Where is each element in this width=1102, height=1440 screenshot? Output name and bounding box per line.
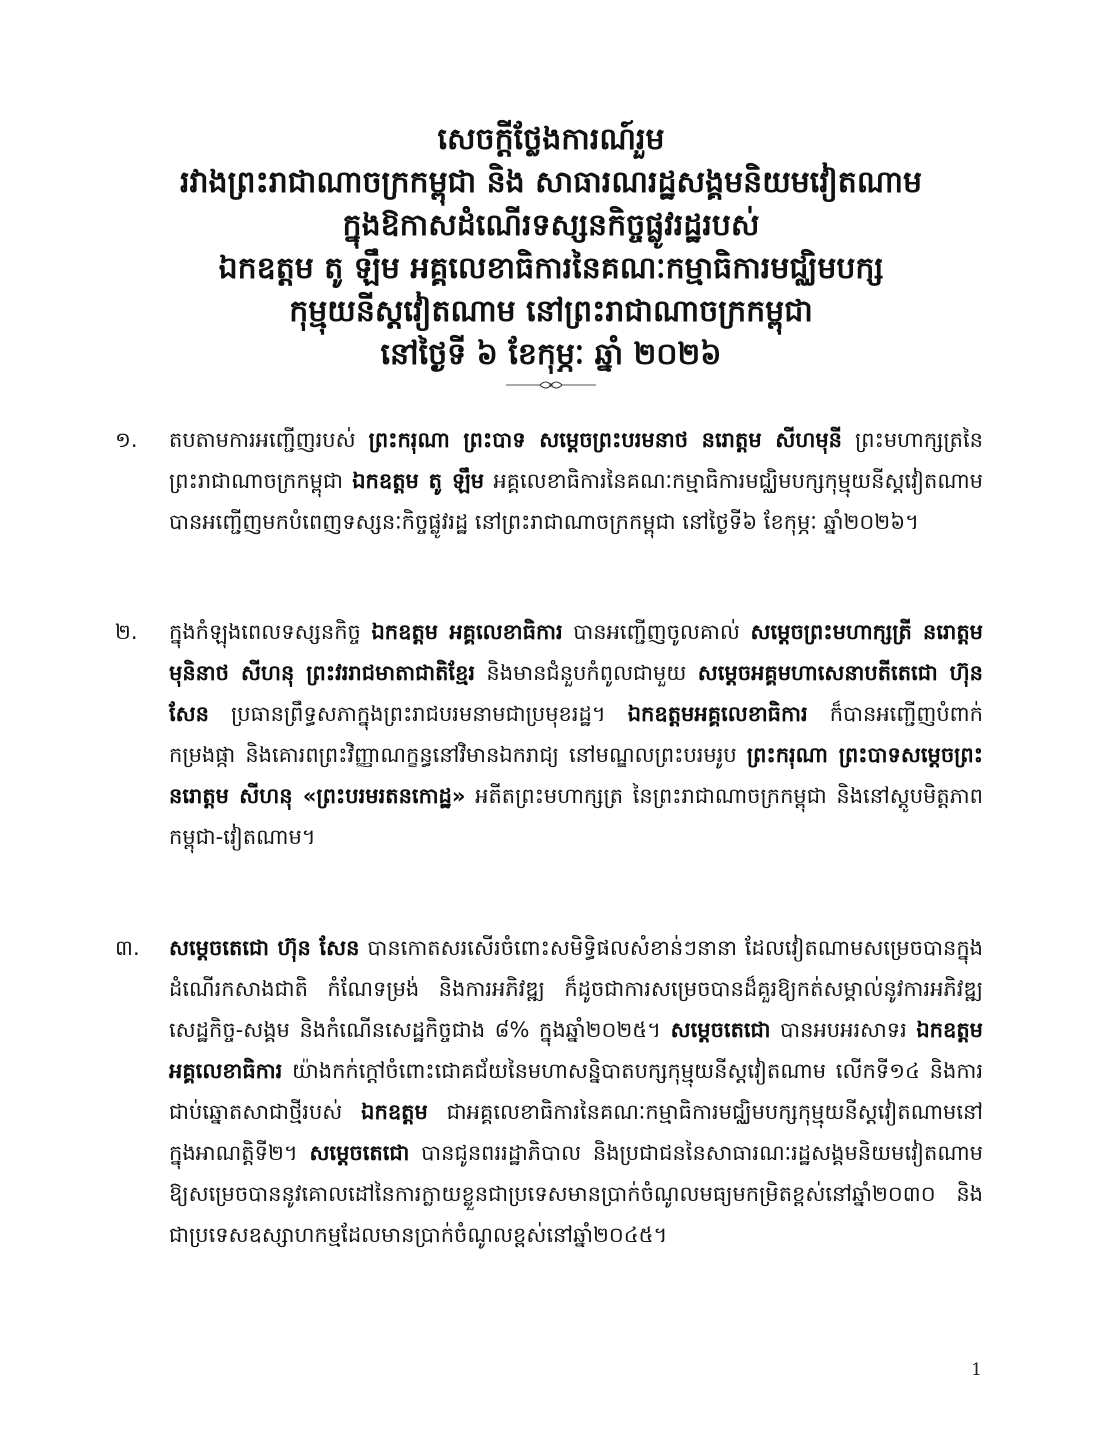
- header-visitor: ឯកឧត្តម តូ ឡឹម អគ្គលេខាធិការនៃគណៈកម្មាធិការមជ្ឈិមបក្ស: [218, 251, 884, 286]
- bold-run-king: ព្រះករុណា ព្រះបាទ សម្តេចព្រះបរមនាថ នរោត្តម សីហមុនី: [368, 428, 842, 452]
- paragraph-number: ៣.: [115, 936, 140, 960]
- paragraph-number: ១.: [115, 428, 138, 452]
- text-run: អតីតព្រះមហាក្សត្រ នៃព្រះរាជាណាចក្រកម្ពុជា និងនៅស្តូបមិត្តភាពកម្ពុជា-វៀតណាម។: [169, 784, 984, 849]
- bold-run: ឯកឧត្តម: [361, 1100, 428, 1124]
- header-occasion: ក្នុងឱកាសដំណើរទស្សនកិច្ចផ្លូវរដ្ឋរបស់: [342, 208, 760, 243]
- text-run: ក្នុងកំឡុងពេលទស្សនកិច្ច: [169, 620, 372, 644]
- paragraph-1: [115, 420, 983, 543]
- text-run: បានអញ្ជើញចូលគាល់: [562, 620, 751, 644]
- bold-run: សម្តេចតេជោ: [309, 1141, 410, 1165]
- paragraph-text: [169, 420, 983, 543]
- bold-run: សម្តេចតេជោ: [670, 1018, 771, 1042]
- bold-run: ឯកឧត្តម អគ្គលេខាធិការ: [371, 620, 563, 644]
- text-run: ជាអគ្គលេខាធិការនៃគណៈកម្មាធិការមជ្ឈិមបក្សកុម្មុយនីស្តវៀតណាមនៅក្នុងអាណត្តិទី២។: [169, 1100, 983, 1165]
- text-run: និងមានជំនួបកំពូលជាមួយ: [475, 661, 698, 685]
- text-run: តបតាមការអញ្ជើញរបស់: [169, 428, 369, 452]
- text-run: ព្រះមហាក្សត្រនៃព្រះរាជាណាចក្រកម្ពុជា: [169, 428, 983, 493]
- text-run: បានអបអរសាទរ: [770, 1018, 917, 1042]
- bold-run: ឯកឧត្តមអគ្គលេខាធិការ: [169, 1018, 983, 1083]
- bold-run: សម្តេចអគ្គមហាសេនាបតីតេជោ ហ៊ុន សែន: [169, 661, 984, 726]
- header-date: នៅថ្ងៃទី ៦ ខែកុម្ភៈ ឆ្នាំ ២០២៦: [380, 337, 722, 372]
- paragraph-2: [115, 612, 983, 858]
- text-run: បានកោតសរសើរចំពោះសមិទ្ធិផលសំខាន់ៗនានា ដែលវៀតណាមសម្រេចបានក្នុងដំណើរកសាងជាតិ កំណែទម្រង់ និងការអភិវឌ្ឍ ក៏ដូចជាការសម្រេចបានដ៏គួរឱ្យកត់សម្គាល់នូវការអភិវឌ្ឍសេដ្ឋកិច្ច-សង្គម និងកំណើនសេដ្ឋកិច្ចជាង ៨% ក្នុងឆ្នាំ២០២៥។: [169, 936, 983, 1042]
- header-parties: រវាងព្រះរាជាណាចក្រកម្ពុជា និង សាធារណរដ្ឋសង្គមនិយមវៀតណាម: [179, 165, 923, 200]
- bold-run: ព្រះករុណា ព្រះបាទសម្តេចព្រះនរោត្តម សីហនុ «ព្រះបរមរតនកោដ្ឋ»: [169, 743, 983, 808]
- header-title: សេចក្តីថ្លែងការណ៍រួម: [437, 122, 665, 157]
- text-run: បានជូនពររដ្ឋាភិបាល និងប្រជាជននៃសាធារណៈរដ្ឋសង្គមនិយមវៀតណាម ឱ្យសម្រេចបាននូវគោលដៅនៃការក្លាយខ្លួនជាប្រទេសមានប្រាក់ចំណូលមធ្យមកម្រិតខ្ពស់នៅឆ្នាំ២០៣០ និងជាប្រទេសឧស្សាហកម្មដែលមានប្រាក់ចំណូលខ្ពស់នៅឆ្នាំ២០៤៥។: [169, 1141, 983, 1247]
- page-number: 1: [971, 1360, 982, 1380]
- text-run: ក៏បានអញ្ជើញបំពាក់កម្រងផ្កា និងគោរពព្រះវិញ្ញាណក្ខន្ធនៅវិមានឯករាជ្យ នៅមណ្ឌលព្រះបរមរូប: [169, 702, 983, 767]
- text-run: ប្រធានព្រឹទ្ធសភាក្នុងព្រះរាជបរមនាមជាប្រមុខរដ្ឋ។: [209, 702, 628, 726]
- ornament-divider-icon: [506, 379, 596, 391]
- text-run: យ៉ាងកក់ក្តៅចំពោះជោគជ័យនៃមហាសន្និបាតបក្សកុម្មុយនីស្តវៀតណាម លើកទី១៤ និងការជាប់ឆ្នោតសាជាថ្មីរបស់: [169, 1059, 983, 1124]
- paragraph-text: [169, 928, 983, 1256]
- paragraph-text: [169, 612, 983, 858]
- header-visitor-party: កុម្មុយនីស្តវៀតណាម នៅព្រះរាជាណាចក្រកម្ពុជា: [289, 294, 813, 329]
- paragraph-3: [115, 928, 983, 1256]
- document-header: [60, 118, 1042, 376]
- bold-run: សម្តេចតេជោ ហ៊ុន សែន: [169, 936, 360, 960]
- bold-run-visitor: ឯកឧត្តម តូ ឡឹម: [352, 469, 485, 493]
- text-run: អគ្គលេខាធិការនៃគណៈកម្មាធិការមជ្ឈិមបក្សកុម្មុយនីស្តវៀតណាម បានអញ្ជើញមកបំពេញទស្សនៈកិច្ចផ្លូវរដ្ឋ នៅព្រះរាជាណាចក្រកម្ពុជា នៅថ្ងៃទី៦ ខែកុម្ភៈ ឆ្នាំ២០២៦។: [169, 469, 984, 534]
- paragraph-number: ២.: [115, 620, 138, 644]
- bold-run: ឯកឧត្តមអគ្គលេខាធិការ: [627, 702, 808, 726]
- bold-run: សម្តេចព្រះមហាក្សត្រី នរោត្តម មុនិនាថ សីហនុ ព្រះវររាជមាតាជាតិខ្មែរ: [169, 620, 983, 685]
